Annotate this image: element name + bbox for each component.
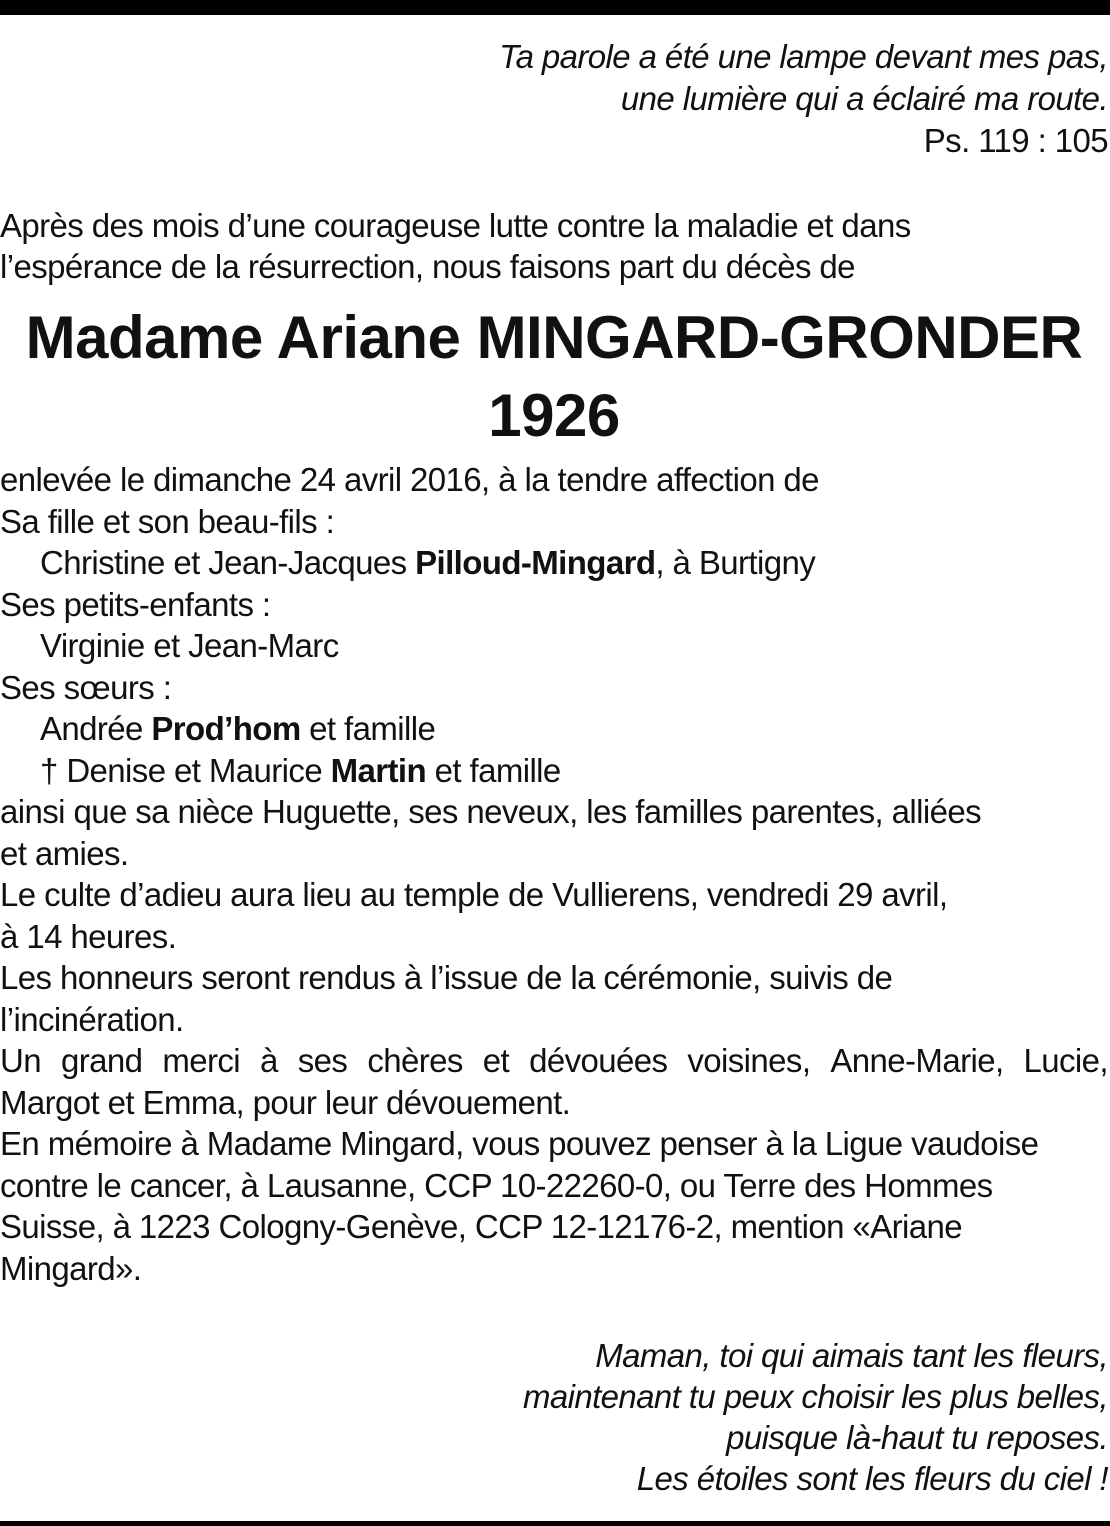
verse-line: une lumière qui a éclairé ma route. (620, 80, 1108, 117)
sister-family: et famille (300, 710, 436, 747)
intro-line: l’espérance de la résurrection, nous faisons part du décès de (0, 248, 855, 285)
daughter-location: , à Burtigny (655, 544, 816, 581)
verse-reference: Ps. 119 : 105 (923, 122, 1108, 159)
memorial-line: Mingard». (0, 1249, 142, 1287)
thanks-word: Anne-Marie, (830, 1042, 1004, 1079)
sisters-heading: Ses sœurs : (0, 668, 172, 706)
sister-name: † Denise et Maurice (40, 751, 331, 789)
thanks-word: voisines, (687, 1042, 811, 1079)
daughter-surname: Pilloud-Mingard (415, 544, 656, 581)
sister-entry (0, 708, 1108, 750)
thanks-word: ses (297, 1042, 348, 1079)
thanks-line: Margot et Emma, pour leur dévouement. (0, 1083, 571, 1121)
thanks-word: à (260, 1042, 278, 1079)
closing-line: Maman, toi qui aimais tant les fleurs, (595, 1337, 1108, 1374)
intro-line: Après des mois d’une courageuse lutte contre la maladie et dans (0, 207, 911, 244)
grandchildren-entry: Virginie et Jean-Marc (40, 627, 339, 664)
thanks-word: merci (162, 1042, 241, 1079)
honours-line: Les honneurs seront rendus à l’issue de la cérémonie, suivis de (0, 959, 893, 996)
thanks-word: Lucie, (1023, 1042, 1108, 1079)
sister-family: et famille (426, 751, 561, 789)
closing-line: maintenant tu peux choisir les plus belles, (522, 1378, 1108, 1415)
thanks-word: Un (0, 1042, 41, 1079)
service-line: Le culte d’adieu aura lieu au temple de Vullierens, vendredi 29 avril, (0, 876, 948, 913)
relatives-line: ainsi que sa nièce Huguette, ses neveux, les familles parentes, alliées (0, 793, 981, 830)
top-rule (0, 0, 1110, 15)
grandchildren-heading: Ses petits-enfants : (0, 585, 271, 623)
memorial-line: Suisse, à 1223 Cologny-Genève, CCP 12-12176-2, mention «Ariane (0, 1208, 962, 1245)
service-line: à 14 heures. (0, 917, 177, 955)
family-opening: enlevée le dimanche 24 avril 2016, à la tendre affection de (0, 461, 819, 498)
closing-line: puisque là-haut tu reposes. (726, 1419, 1108, 1456)
thanks-line (0, 1040, 1108, 1082)
deceased-name: Madame Ariane MINGARD-GRONDER (25, 304, 1083, 371)
thanks-word: chères (367, 1042, 463, 1079)
relatives-line: et amies. (0, 834, 129, 872)
obituary-notice (0, 36, 1108, 1499)
thanks-word: dévouées (529, 1042, 668, 1079)
honours-line: l’incinération. (0, 1000, 184, 1038)
deceased-birth-year: 1926 (488, 382, 620, 449)
sister-surname: Prod’hom (151, 710, 301, 747)
deceased-heading (0, 299, 1108, 455)
family-section (0, 459, 1108, 1289)
thanks-word: et (482, 1042, 510, 1079)
sister-entry (0, 750, 1108, 792)
sister-surname: Martin (330, 751, 427, 789)
bottom-rule (0, 1521, 1110, 1526)
daughter-heading: Sa fille et son beau-fils : (0, 502, 335, 540)
closing-verse (0, 1335, 1108, 1499)
sister-name: Andrée (40, 710, 152, 747)
memorial-line: En mémoire à Madame Mingard, vous pouvez penser à la Ligue vaudoise (0, 1125, 1039, 1162)
thanks-word: grand (60, 1042, 143, 1079)
memorial-line: contre le cancer, à Lausanne, CCP 10-22260-0, ou Terre des Hommes (0, 1166, 993, 1204)
opening-verse (0, 36, 1108, 162)
announcement-intro (0, 205, 1108, 287)
closing-line: Les étoiles sont les fleurs du ciel ! (636, 1460, 1108, 1497)
daughter-entry (0, 542, 1108, 584)
verse-line: Ta parole a été une lampe devant mes pas, (499, 38, 1108, 75)
daughter-names: Christine et Jean-Jacques (40, 544, 416, 581)
